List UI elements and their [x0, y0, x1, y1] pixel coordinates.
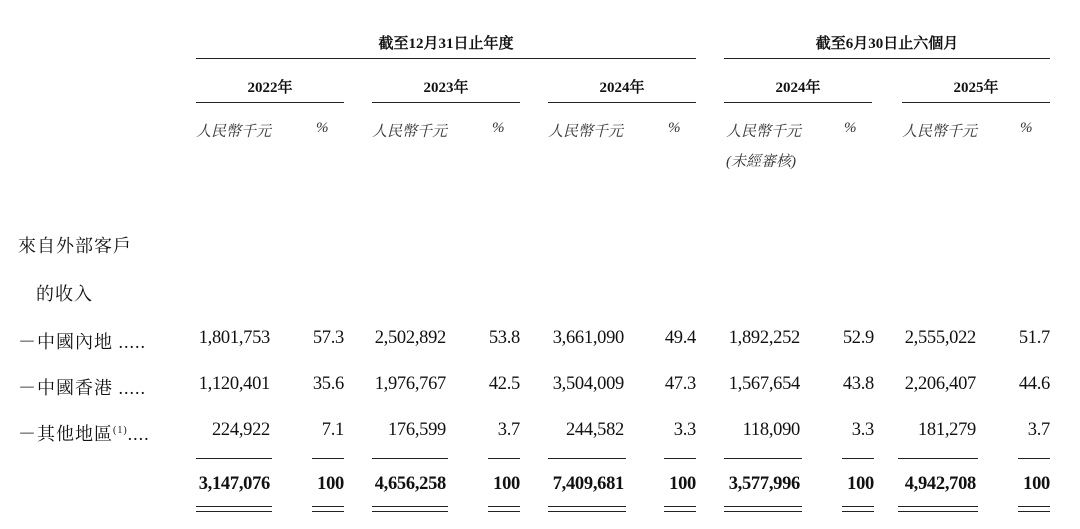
total-double-rule-2024h-amount [724, 506, 802, 512]
subtotal-rule-2025h-amount [898, 458, 978, 459]
cell-mainland-2022-amount: 1,801,753 [198, 328, 270, 348]
row-label-other-regions-dots: .... [127, 424, 150, 444]
total-2024fy-percent: 100 [669, 474, 696, 494]
subtotal-rule-2022-percent [312, 458, 344, 459]
unit-percent-2024-half: % [844, 120, 857, 136]
unit-percent-2022: % [316, 120, 329, 136]
total-double-rule-2022-percent [312, 506, 344, 512]
cell-other-2025h-amount: 181,279 [917, 420, 976, 440]
cell-hongkong-2024h-amount: 1,567,654 [728, 374, 800, 394]
unit-percent-2025-half: % [1020, 120, 1033, 136]
total-double-rule-2025h-percent [1018, 506, 1050, 512]
cell-mainland-2025h-amount: 2,555,022 [904, 328, 976, 348]
cell-hongkong-2024h-percent: 43.8 [842, 374, 874, 394]
total-double-rule-2025h-amount [898, 506, 978, 512]
subtotal-rule-2023-amount [372, 458, 448, 459]
fiscal-year-group-rule [196, 58, 696, 59]
year-header-2022: 2022年 [247, 80, 293, 96]
half-year-group-header: 截至6月30日止六個月 [815, 36, 959, 52]
cell-other-2024h-amount: 118,090 [742, 420, 800, 440]
total-double-rule-2024h-percent [842, 506, 874, 512]
total-2025h-percent: 100 [1023, 474, 1050, 494]
total-2023-amount: 4,656,258 [374, 474, 446, 494]
total-2024fy-amount: 7,409,681 [552, 474, 624, 494]
cell-hongkong-2023-amount: 1,976,767 [374, 374, 446, 394]
subtotal-rule-2024h-percent [842, 458, 874, 459]
total-double-rule-2022-amount [196, 506, 272, 512]
total-2022-percent: 100 [317, 474, 344, 494]
cell-other-2024fy-percent: 3.3 [673, 420, 696, 440]
cell-mainland-2025h-percent: 51.7 [1018, 328, 1050, 348]
total-2024h-percent: 100 [847, 474, 874, 494]
total-double-rule-2023-amount [372, 506, 448, 512]
footnote-marker: (1) [113, 425, 128, 436]
year-rule-2023 [372, 102, 520, 103]
year-header-2024-half: 2024年 [775, 80, 821, 96]
unit-amount-2024-half: 人民幣千元 [726, 124, 802, 140]
total-double-rule-2024fy-percent [664, 506, 696, 512]
subtotal-rule-2022-amount [196, 458, 272, 459]
year-header-2024-fy: 2024年 [599, 80, 645, 96]
row-label-hong-kong: －中國香港 ..... [18, 378, 146, 398]
cell-other-2024h-percent: 3.3 [851, 420, 874, 440]
cell-other-2022-percent: 7.1 [321, 420, 344, 440]
total-2024h-amount: 3,577,996 [728, 474, 800, 494]
unit-percent-2023: % [492, 120, 505, 136]
unit-amount-2022: 人民幣千元 [196, 124, 272, 140]
cell-hongkong-2025h-percent: 44.6 [1018, 374, 1050, 394]
cell-mainland-2023-percent: 53.8 [488, 328, 520, 348]
subtotal-rule-2023-percent [488, 458, 520, 459]
total-double-rule-2023-percent [488, 506, 520, 512]
total-2025h-amount: 4,942,708 [904, 474, 976, 494]
cell-hongkong-2024fy-amount: 3,504,009 [552, 374, 624, 394]
cell-hongkong-2022-percent: 35.6 [312, 374, 344, 394]
subtotal-rule-2024h-amount [724, 458, 802, 459]
subtotal-rule-2025h-percent [1018, 458, 1050, 459]
cell-mainland-2024fy-amount: 3,661,090 [552, 328, 624, 348]
cell-hongkong-2024fy-percent: 47.3 [664, 374, 696, 394]
cell-mainland-2024h-amount: 1,892,252 [728, 328, 800, 348]
cell-other-2024fy-amount: 244,582 [565, 420, 624, 440]
section-label-line2: 的收入 [36, 284, 93, 304]
cell-mainland-2022-percent: 57.3 [312, 328, 344, 348]
row-label-other-regions-text: －其他地區 [18, 424, 113, 444]
year-rule-2024-fy [548, 102, 696, 103]
cell-mainland-2023-amount: 2,502,892 [374, 328, 446, 348]
year-rule-2022 [196, 102, 344, 103]
cell-hongkong-2023-percent: 42.5 [488, 374, 520, 394]
year-rule-2024-half [724, 102, 872, 103]
subtotal-rule-2024fy-percent [664, 458, 696, 459]
cell-mainland-2024fy-percent: 49.4 [664, 328, 696, 348]
cell-other-2025h-percent: 3.7 [1027, 420, 1050, 440]
cell-mainland-2024h-percent: 52.9 [842, 328, 874, 348]
unit-unaudited-note: (未經審核) [726, 154, 796, 170]
cell-other-2023-percent: 3.7 [497, 420, 520, 440]
fiscal-year-group-header: 截至12月31日止年度 [378, 36, 514, 52]
cell-other-2022-amount: 224,922 [211, 420, 270, 440]
year-header-2023: 2023年 [423, 80, 469, 96]
unit-amount-2025-half: 人民幣千元 [902, 124, 978, 140]
cell-other-2023-amount: 176,599 [387, 420, 446, 440]
total-2022-amount: 3,147,076 [198, 474, 270, 494]
row-label-mainland-china: －中國內地 ..... [18, 332, 146, 352]
year-header-2025-half: 2025年 [953, 80, 999, 96]
cell-hongkong-2025h-amount: 2,206,407 [904, 374, 976, 394]
cell-hongkong-2022-amount: 1,120,401 [198, 374, 270, 394]
unit-percent-2024-fy: % [668, 120, 681, 136]
half-year-group-rule [724, 58, 1050, 59]
year-rule-2025-half [902, 102, 1050, 103]
section-label-line1: 來自外部客戶 [18, 236, 132, 256]
subtotal-rule-2024fy-amount [548, 458, 626, 459]
unit-amount-2024-fy: 人民幣千元 [548, 124, 624, 140]
total-double-rule-2024fy-amount [548, 506, 626, 512]
row-label-other-regions [18, 420, 150, 446]
total-2023-percent: 100 [493, 474, 520, 494]
unit-amount-2023: 人民幣千元 [372, 124, 448, 140]
